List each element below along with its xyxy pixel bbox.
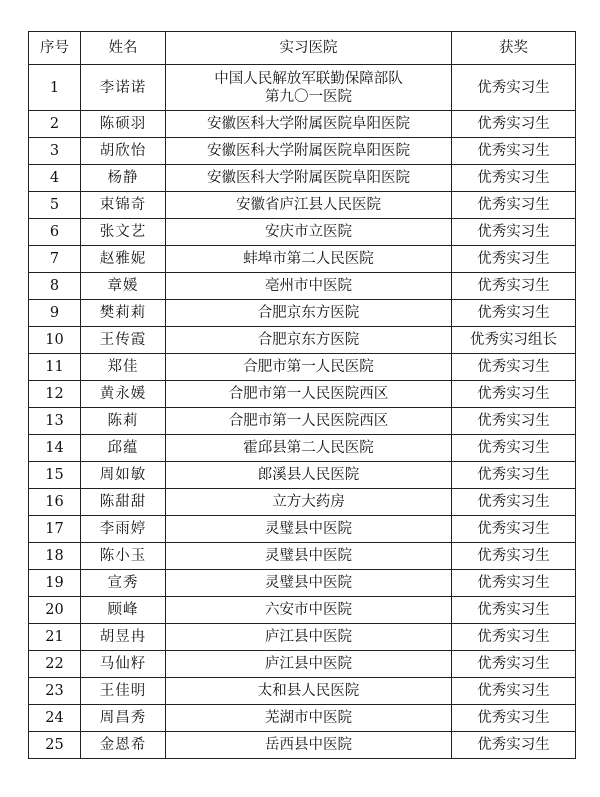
cell-award: 优秀实习组长 (452, 327, 576, 354)
table-row (29, 651, 576, 678)
hospital-line: 第九〇一医院 (265, 88, 352, 105)
cell-name: 郑佳 (81, 354, 166, 381)
table-row (29, 732, 576, 759)
cell-index: 21 (29, 624, 81, 651)
cell-hospital: 岳西县中医院 (166, 732, 452, 759)
cell-hospital: 庐江县中医院 (166, 651, 452, 678)
cell-name: 张文艺 (81, 219, 166, 246)
cell-award: 优秀实习生 (452, 678, 576, 705)
table-row (29, 273, 576, 300)
cell-hospital: 郎溪县人民医院 (166, 462, 452, 489)
cell-award: 优秀实习生 (452, 543, 576, 570)
cell-hospital (166, 65, 452, 111)
table-row (29, 597, 576, 624)
cell-index: 7 (29, 246, 81, 273)
cell-award: 优秀实习生 (452, 597, 576, 624)
table-row (29, 111, 576, 138)
cell-name: 周如敏 (81, 462, 166, 489)
cell-hospital: 安徽医科大学附属医院阜阳医院 (166, 111, 452, 138)
cell-hospital: 合肥市第一人民医院西区 (166, 381, 452, 408)
cell-name: 章媛 (81, 273, 166, 300)
cell-index: 2 (29, 111, 81, 138)
cell-name: 陈甜甜 (81, 489, 166, 516)
cell-name: 顾峰 (81, 597, 166, 624)
cell-index: 18 (29, 543, 81, 570)
cell-index: 11 (29, 354, 81, 381)
table-row (29, 300, 576, 327)
cell-index: 24 (29, 705, 81, 732)
cell-award: 优秀实习生 (452, 624, 576, 651)
cell-name: 邱蕴 (81, 435, 166, 462)
table-body (29, 65, 576, 759)
cell-index: 9 (29, 300, 81, 327)
cell-index: 25 (29, 732, 81, 759)
cell-award: 优秀实习生 (452, 435, 576, 462)
cell-award: 优秀实习生 (452, 165, 576, 192)
cell-index: 1 (29, 65, 81, 111)
cell-name: 赵雅妮 (81, 246, 166, 273)
cell-index: 13 (29, 408, 81, 435)
table-row (29, 489, 576, 516)
cell-name: 黄永媛 (81, 381, 166, 408)
cell-index: 17 (29, 516, 81, 543)
cell-award: 优秀实习生 (452, 219, 576, 246)
table-row (29, 570, 576, 597)
cell-name: 胡昱冉 (81, 624, 166, 651)
cell-index: 12 (29, 381, 81, 408)
cell-award: 优秀实习生 (452, 732, 576, 759)
cell-hospital: 立方大药房 (166, 489, 452, 516)
cell-award: 优秀实习生 (452, 246, 576, 273)
table-row (29, 354, 576, 381)
table-row (29, 516, 576, 543)
cell-hospital: 安徽省庐江县人民医院 (166, 192, 452, 219)
cell-award: 优秀实习生 (452, 516, 576, 543)
header-hospital: 实习医院 (166, 32, 452, 65)
cell-index: 14 (29, 435, 81, 462)
cell-name: 李诺诺 (81, 65, 166, 111)
cell-award: 优秀实习生 (452, 705, 576, 732)
header-award: 获奖 (452, 32, 576, 65)
cell-name: 陈硕羽 (81, 111, 166, 138)
cell-name: 宣秀 (81, 570, 166, 597)
cell-award: 优秀实习生 (452, 462, 576, 489)
table-row (29, 219, 576, 246)
cell-award: 优秀实习生 (452, 381, 576, 408)
cell-hospital: 霍邱县第二人民医院 (166, 435, 452, 462)
cell-hospital: 安徽医科大学附属医院阜阳医院 (166, 165, 452, 192)
cell-award: 优秀实习生 (452, 65, 576, 111)
table-row (29, 246, 576, 273)
cell-hospital: 安庆市立医院 (166, 219, 452, 246)
table-row (29, 165, 576, 192)
table-row (29, 543, 576, 570)
cell-hospital: 灵璧县中医院 (166, 516, 452, 543)
table-row (29, 408, 576, 435)
cell-index: 4 (29, 165, 81, 192)
cell-award: 优秀实习生 (452, 489, 576, 516)
cell-hospital: 合肥京东方医院 (166, 300, 452, 327)
cell-index: 19 (29, 570, 81, 597)
table-row (29, 381, 576, 408)
table-row (29, 138, 576, 165)
table-row (29, 327, 576, 354)
cell-index: 15 (29, 462, 81, 489)
table-row (29, 462, 576, 489)
header-index: 序号 (29, 32, 81, 65)
cell-name: 胡欣怡 (81, 138, 166, 165)
cell-award: 优秀实习生 (452, 111, 576, 138)
header-name: 姓名 (81, 32, 166, 65)
cell-hospital: 合肥京东方医院 (166, 327, 452, 354)
cell-hospital: 灵璧县中医院 (166, 543, 452, 570)
table-header-row (29, 32, 576, 65)
table-row (29, 435, 576, 462)
cell-hospital: 安徽医科大学附属医院阜阳医院 (166, 138, 452, 165)
cell-index: 6 (29, 219, 81, 246)
cell-index: 23 (29, 678, 81, 705)
cell-award: 优秀实习生 (452, 570, 576, 597)
cell-name: 李雨婷 (81, 516, 166, 543)
cell-hospital: 亳州市中医院 (166, 273, 452, 300)
table-row (29, 192, 576, 219)
table-row (29, 624, 576, 651)
cell-name: 陈莉 (81, 408, 166, 435)
cell-award: 优秀实习生 (452, 192, 576, 219)
cell-award: 优秀实习生 (452, 651, 576, 678)
table-row (29, 705, 576, 732)
cell-hospital: 蚌埠市第二人民医院 (166, 246, 452, 273)
cell-index: 3 (29, 138, 81, 165)
cell-award: 优秀实习生 (452, 138, 576, 165)
cell-award: 优秀实习生 (452, 273, 576, 300)
award-table (28, 31, 576, 759)
cell-index: 8 (29, 273, 81, 300)
table-row (29, 65, 576, 111)
cell-hospital: 合肥市第一人民医院西区 (166, 408, 452, 435)
cell-name: 金恩希 (81, 732, 166, 759)
cell-index: 5 (29, 192, 81, 219)
cell-name: 束锦奇 (81, 192, 166, 219)
hospital-line: 中国人民解放军联勤保障部队 (214, 70, 403, 87)
cell-award: 优秀实习生 (452, 300, 576, 327)
cell-award: 优秀实习生 (452, 354, 576, 381)
cell-hospital: 芜湖市中医院 (166, 705, 452, 732)
cell-index: 22 (29, 651, 81, 678)
cell-name: 马仙籽 (81, 651, 166, 678)
cell-hospital: 合肥市第一人民医院 (166, 354, 452, 381)
cell-index: 16 (29, 489, 81, 516)
cell-index: 10 (29, 327, 81, 354)
cell-name: 周昌秀 (81, 705, 166, 732)
cell-hospital: 太和县人民医院 (166, 678, 452, 705)
cell-name: 陈小玉 (81, 543, 166, 570)
cell-hospital: 六安市中医院 (166, 597, 452, 624)
cell-name: 王佳明 (81, 678, 166, 705)
cell-name: 王传霞 (81, 327, 166, 354)
table-row (29, 678, 576, 705)
cell-hospital: 庐江县中医院 (166, 624, 452, 651)
cell-hospital: 灵璧县中医院 (166, 570, 452, 597)
cell-award: 优秀实习生 (452, 408, 576, 435)
cell-index: 20 (29, 597, 81, 624)
cell-name: 樊莉莉 (81, 300, 166, 327)
cell-name: 杨静 (81, 165, 166, 192)
